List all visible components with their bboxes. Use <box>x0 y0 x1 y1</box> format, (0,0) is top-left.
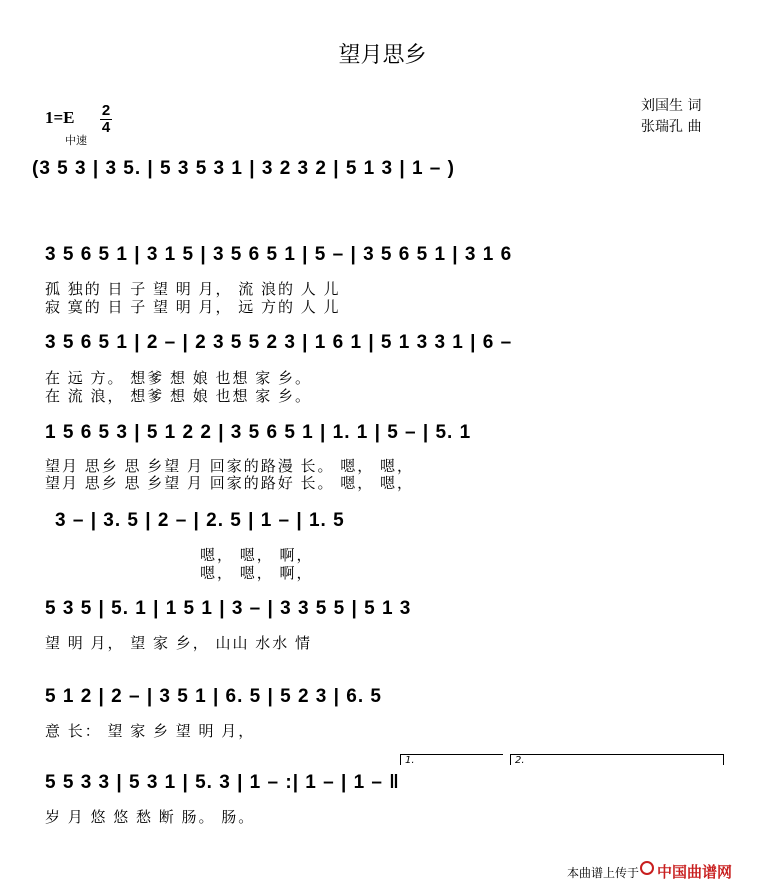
first-ending-label: 1. <box>405 755 415 766</box>
lyrics-row-2-verse-1: 孤 独的 日 子 望 明 月， 流 浪的 人 儿 <box>45 282 341 298</box>
notation-row-4: 1 5 6 5 3 | 5 1 2 2 | 3 5 6 5 1 | 1. 1 | 5 – | 5. 1 <box>45 422 472 443</box>
notation-row-5: 3 – | 3. 5 | 2 – | 2. 5 | 1 – | 1. 5 <box>55 510 345 531</box>
lyrics-row-4-verse-1: 望月 思乡 思 乡望 月 回家的路漫 长。 嗯， 嗯， <box>45 459 415 475</box>
tempo-marking: 中速 <box>65 134 87 147</box>
notation-row-8: 5 5 3 3 | 5 3 1 | 5. 3 | 1 – :| 1 – | 1 – ‖ <box>45 772 400 793</box>
lyrics-row-3-verse-2: 在 流 浪， 想爹 想 娘 也想 家 乡。 <box>45 389 313 405</box>
time-signature <box>100 104 112 135</box>
second-ending-label: 2. <box>515 755 525 766</box>
second-ending-bracket <box>510 754 724 765</box>
site-name[interactable]: 中国曲谱网 <box>657 864 733 881</box>
meter-top: 2 <box>101 102 111 119</box>
lyricist-credit: 刘国生 词 <box>641 98 702 114</box>
page-title: 望月思乡 <box>338 43 427 68</box>
notation-row-1: (3 5 3 | 3 5. | 5 3 5 3 1 | 3 2 3 2 | 5 1 3 | 1 – ) <box>32 158 455 179</box>
upload-note: 本曲谱上传于 <box>567 866 640 880</box>
site-logo-icon <box>640 861 654 875</box>
first-ending-bracket <box>400 754 503 765</box>
lyrics-row-7: 意 长： 望 家 乡 望 明 月， <box>45 724 256 740</box>
lyrics-row-3-verse-1: 在 远 方。 想爹 想 娘 也想 家 乡。 <box>45 371 313 387</box>
notation-row-6: 5 3 5 | 5. 1 | 1 5 1 | 3 – | 3 3 5 5 | 5 1 3 <box>45 598 412 619</box>
key-signature: 1=E <box>45 108 75 127</box>
lyrics-row-8: 岁 月 悠 悠 愁 断 肠。 肠。 <box>45 810 256 826</box>
lyrics-row-5-verse-1: 嗯， 嗯， 啊， <box>200 548 314 564</box>
lyrics-row-4-verse-2: 望月 思乡 思 乡望 月 回家的路好 长。 嗯， 嗯， <box>45 476 415 492</box>
notation-row-7: 5 1 2 | 2 – | 3 5 1 | 6. 5 | 5 2 3 | 6. 5 <box>45 686 382 707</box>
lyrics-row-6: 望 明 月， 望 家 乡， 山山 水水 情 <box>45 636 313 652</box>
lyrics-row-5-verse-2: 嗯， 嗯， 啊， <box>200 566 314 582</box>
composer-credit: 张瑞孔 曲 <box>641 119 702 135</box>
meter-bottom: 4 <box>101 119 111 136</box>
notation-row-3: 3 5 6 5 1 | 2 – | 2 3 5 5 2 3 | 1 6 1 | 5 1 3 3 1 | 6 – <box>45 332 513 353</box>
lyrics-row-2-verse-2: 寂 寞的 日 子 望 明 月， 远 方的 人 儿 <box>45 300 341 316</box>
notation-row-2: 3 5 6 5 1 | 3 1 5 | 3 5 6 5 1 | 5 – | 3 5 6 5 1 | 3 1 6 <box>45 244 513 265</box>
